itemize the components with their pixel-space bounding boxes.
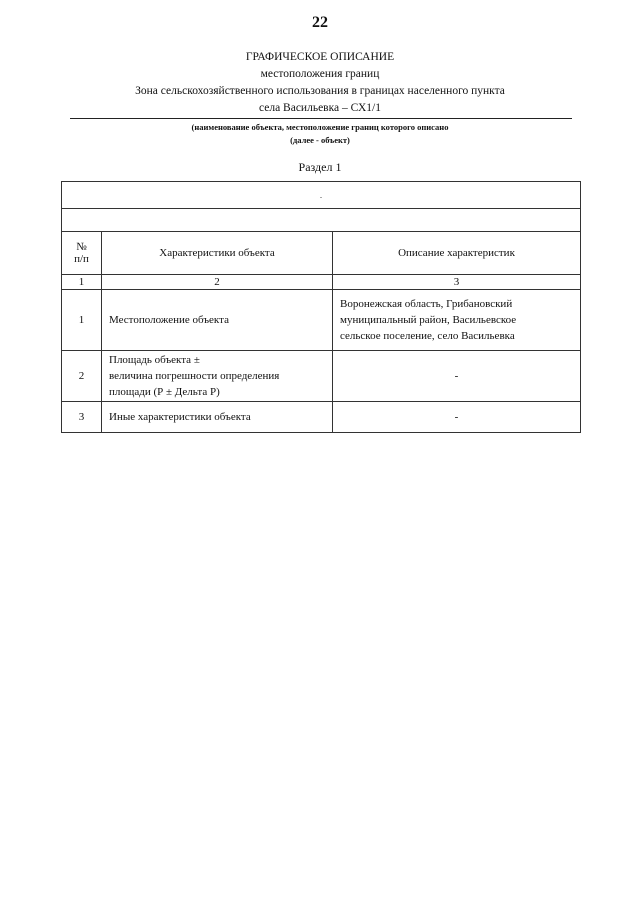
document-title-block [0,49,640,117]
header-num-abbrev: п/п [74,253,89,265]
blank-cell [62,209,581,232]
table-row [62,402,581,433]
object-caption [0,121,640,147]
header-description: Описание характеристик [333,232,581,275]
caption-line-1: (наименование объекта, местоположение границ которого описано [191,122,449,132]
description-line: сельское поселение, село Васильевка [340,330,515,342]
row-description: - [333,351,581,402]
page-number: 22 [312,14,328,31]
table-blank-row [62,209,581,232]
characteristics-table [61,181,581,433]
header-num [62,232,102,275]
zone-code: села Васильевка – СХ1/1 [258,102,381,114]
column-number-row [62,275,581,290]
row-number: 1 [62,290,102,351]
table-row [62,290,581,351]
row-number: 2 [62,351,102,402]
header-num-symbol: № [76,241,87,253]
row-characteristic: Местоположение объекта [102,290,333,351]
row-description [333,290,581,351]
row-description: - [333,402,581,433]
row-number: 3 [62,402,102,433]
title-underline [70,118,572,119]
characteristic-line: величина погрешности определения [109,370,280,382]
column-number-3: 3 [333,275,581,290]
row-characteristic [102,351,333,402]
description-line: муниципальный район, Васильевское [340,314,517,326]
characteristic-line: площади (Р ± Дельта Р) [109,386,220,398]
document-subtitle: местоположения границ [260,68,380,80]
zone-name: Зона сельскохозяйственного использования в границах населенного пункта [135,85,505,97]
caption-line-2: (далее - объект) [290,135,350,145]
description-line: Воронежская область, Грибановский [340,298,513,310]
table-title-row [62,182,581,209]
table-top-mark: . [62,182,581,209]
characteristic-line: Площадь объекта ± [109,354,200,366]
column-number-2: 2 [102,275,333,290]
header-characteristics: Характеристики объекта [102,232,333,275]
column-number-1: 1 [62,275,102,290]
row-characteristic: Иные характеристики объекта [102,402,333,433]
section-label: Раздел 1 [298,160,342,174]
document-title: ГРАФИЧЕСКОЕ ОПИСАНИЕ [245,51,395,63]
table-row [62,351,581,402]
table-header-row [62,232,581,275]
